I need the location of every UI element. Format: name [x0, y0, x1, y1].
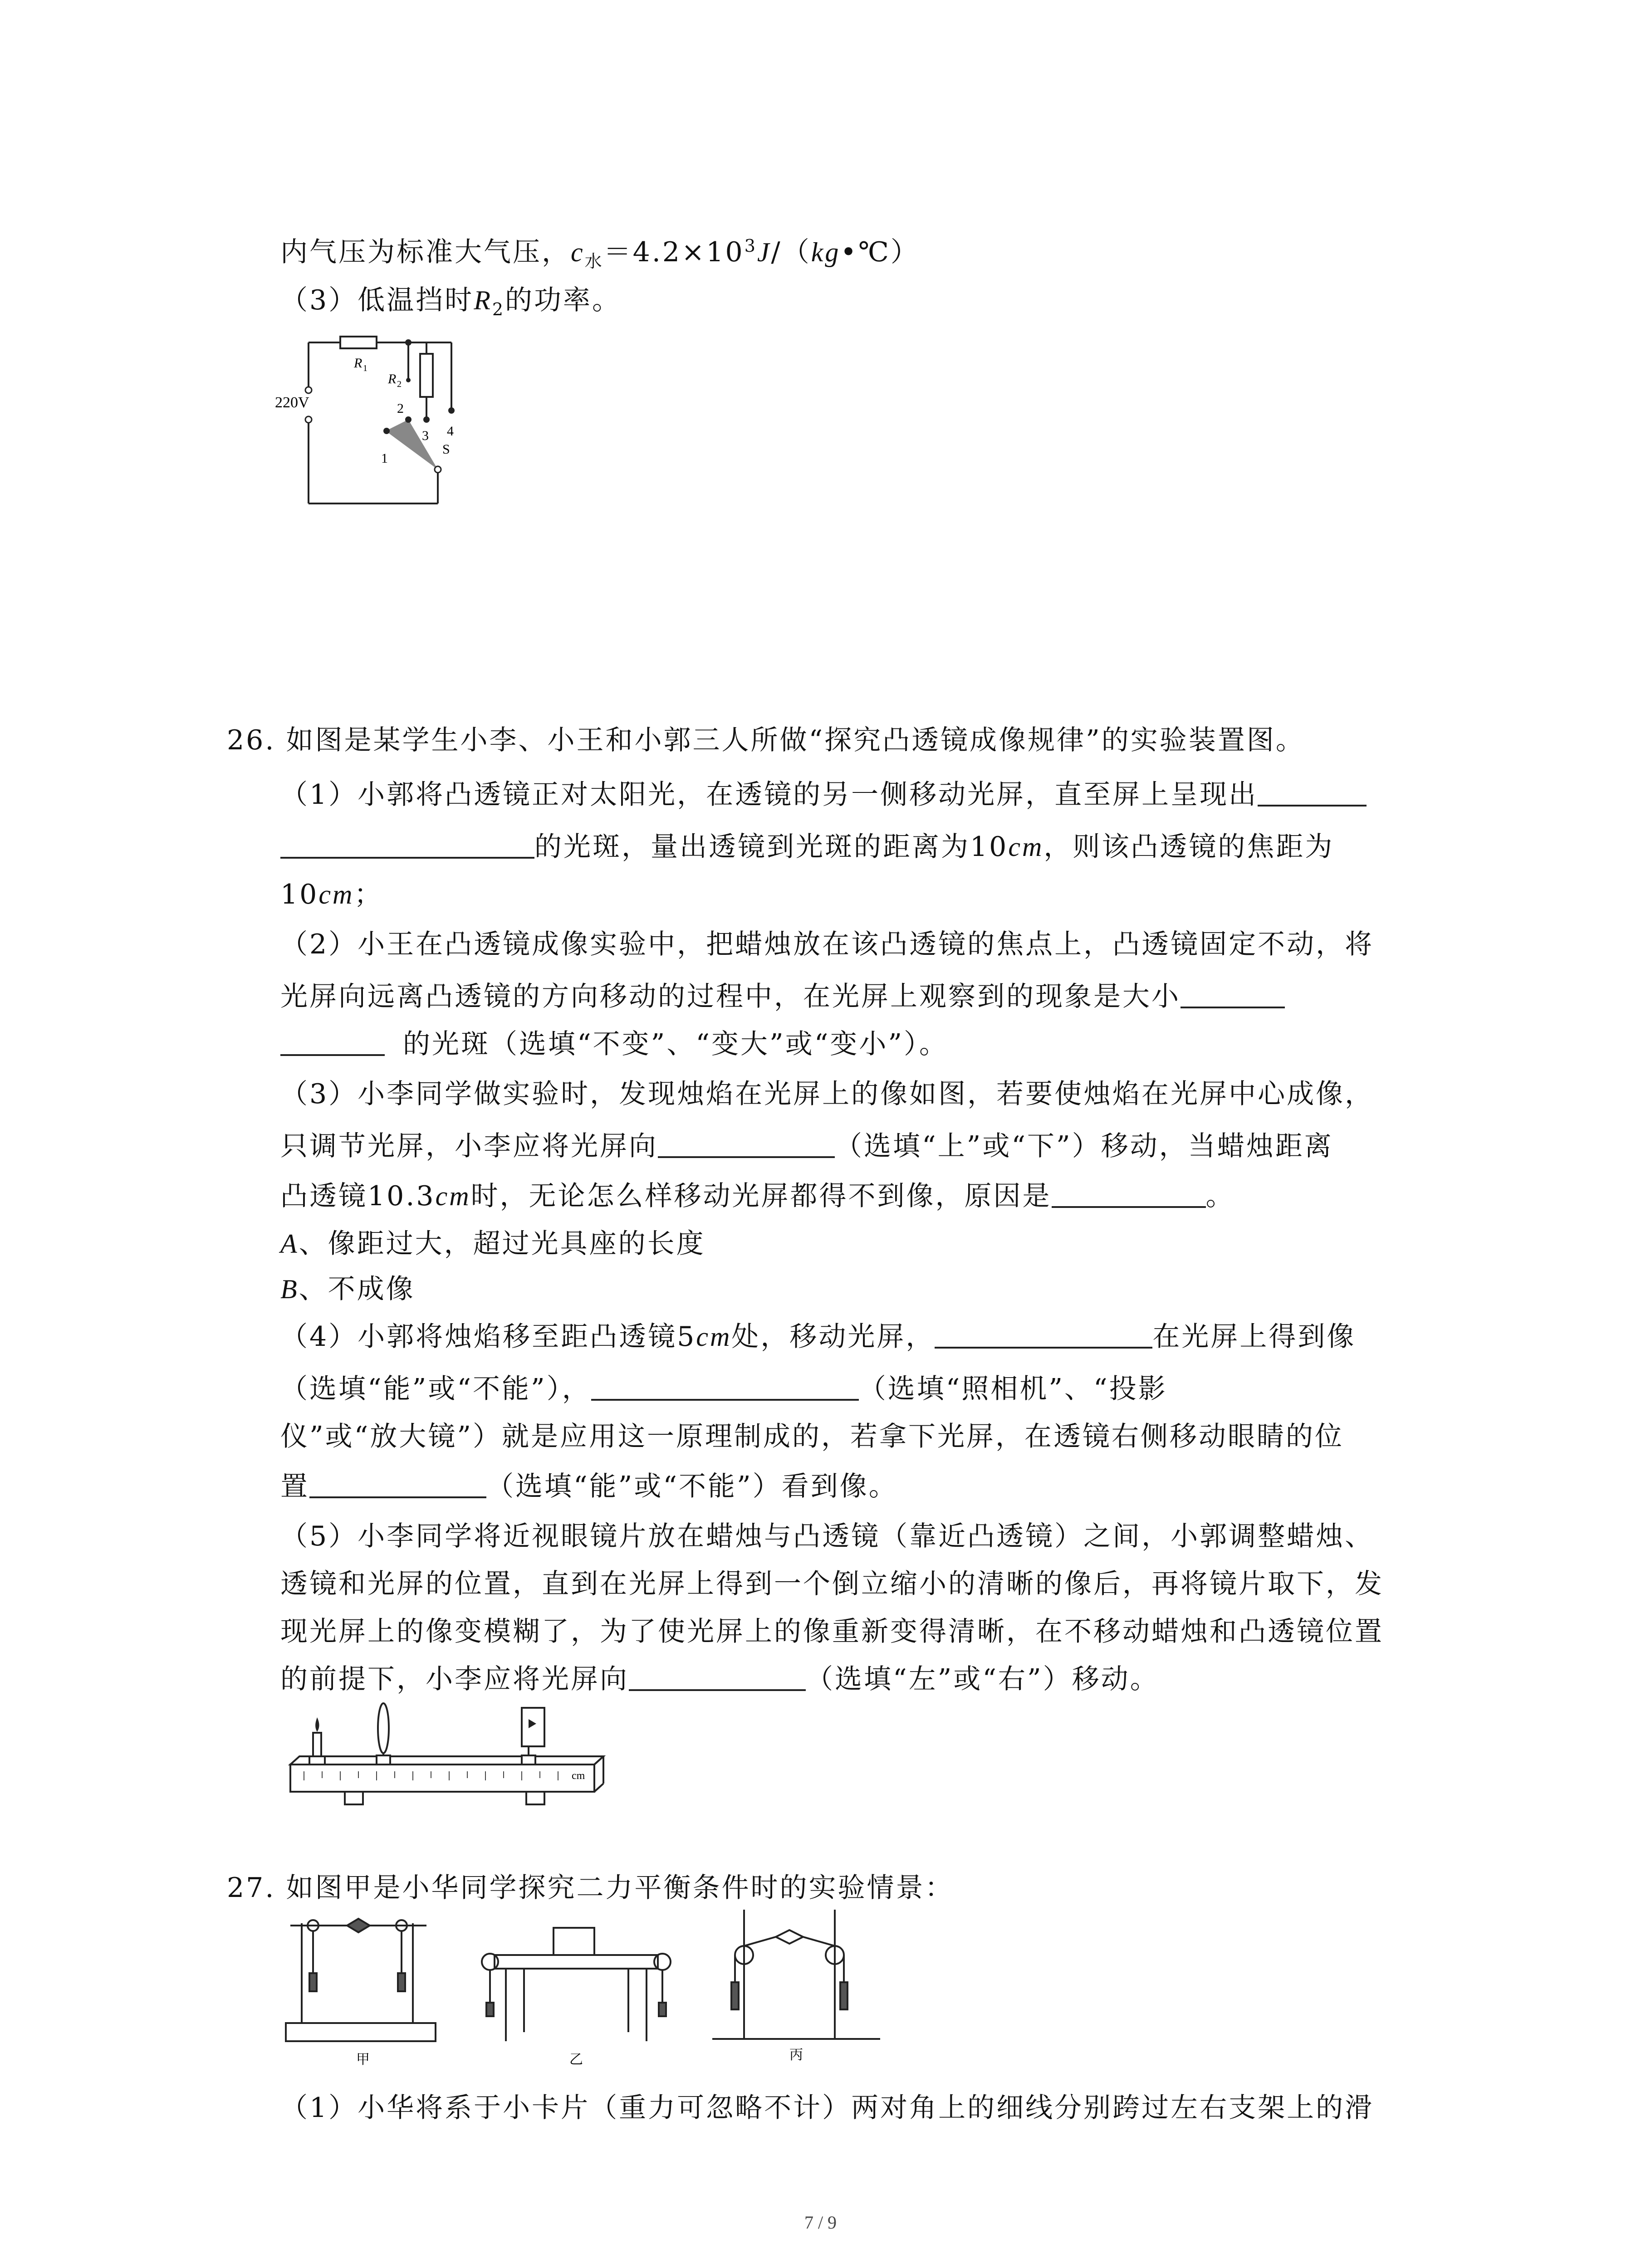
unit-cm: cm	[696, 1322, 732, 1352]
q26-p3-text2: （选填“上”或“下”）移动，当蜡烛距离	[835, 1130, 1333, 1162]
q26-p3-line2	[280, 1127, 1333, 1165]
label-jia: 甲	[356, 2052, 370, 2067]
focal-value: 10	[280, 879, 319, 910]
label-yi: 乙	[569, 2052, 583, 2067]
q26-p3-line1: （3）小李同学做实验时，发现烛焰在光屏上的像如图，若要使烛焰在光屏中心成像，	[280, 1078, 1374, 1110]
q27-stem: 27. 如图甲是小华同学探究二力平衡条件时的实验情景：	[227, 1872, 954, 1904]
q26-p1-text: （1）小郭将凸透镜正对太阳光，在透镜的另一侧移动光屏，直至屏上呈现出	[280, 779, 1258, 811]
r1-label: R	[354, 356, 362, 371]
option-b-text: 、不成像	[299, 1273, 415, 1305]
blank-3b[interactable]	[1052, 1178, 1206, 1208]
c-value: ＝4.2×10	[603, 236, 745, 268]
unit-cm: cm	[1008, 832, 1044, 862]
option-b-letter: B	[280, 1274, 299, 1304]
unit-j: J	[757, 237, 771, 267]
optical-bench-figure	[277, 1696, 612, 1833]
r1-sub: 1	[363, 363, 367, 373]
q26-p5-text: 的前提下，小李应将光屏向	[280, 1663, 629, 1695]
q26-p1-text2: 的光斑，量出透镜到光斑的距离为10	[534, 831, 1009, 863]
item3-post: 的功率。	[505, 284, 622, 316]
label-bing: 丙	[789, 2048, 803, 2063]
blank-3a[interactable]	[658, 1128, 835, 1158]
blank-4a[interactable]	[935, 1319, 1152, 1349]
q26-p4-text5: （选填“照相机”、“投影	[858, 1373, 1167, 1405]
punct: ；	[354, 879, 383, 910]
unit-cm: cm	[318, 880, 354, 909]
q26-p4-text3: 在光屏上得到像	[1152, 1321, 1356, 1353]
q25-continuation-line	[280, 227, 920, 280]
option-a	[280, 1225, 705, 1263]
option-b	[280, 1270, 415, 1308]
q26-p5-text2: （选填“左”或“右”）移动。	[806, 1663, 1159, 1695]
contact-1-label: 1	[381, 451, 388, 466]
q26-p1-line1	[280, 776, 1367, 814]
switch-label: S	[442, 442, 450, 457]
two-force-balance-figures	[277, 1905, 889, 2068]
option-a-text: 、像距过大，超过光具座的长度	[299, 1228, 705, 1260]
q26-p4-line1	[280, 1318, 1356, 1356]
q27-p1: （1）小华将系于小卡片（重力可忽略不计）两对角上的细线分别跨过左右支架上的滑	[280, 2092, 1374, 2124]
q26-p2-text: 光屏向远离凸透镜的方向移动的过程中，在光屏上观察到的现象是大小	[280, 981, 1181, 1012]
q26-p2-line2	[280, 978, 1285, 1016]
r2-label: R	[388, 371, 397, 386]
q26-p4-text: （4）小郭将烛焰移至距凸透镜5	[280, 1321, 696, 1353]
contact-4-label: 4	[447, 424, 454, 439]
punct: 。	[1205, 1180, 1235, 1212]
q26-p4-line2	[280, 1370, 1167, 1408]
page-number: 7 / 9	[804, 2212, 837, 2233]
circuit-diagram	[272, 327, 463, 513]
blank-2b[interactable]	[280, 1026, 385, 1056]
unit-kg: kg	[811, 237, 841, 267]
blank-5a[interactable]	[629, 1661, 806, 1691]
q26-p5-line4	[280, 1660, 1159, 1698]
q26-p4-text7: （选填“能”或“不能”）看到像。	[486, 1471, 898, 1502]
c-subscript: 水	[584, 251, 604, 271]
unit-cm: cm	[435, 1181, 471, 1211]
r-subscript: 2	[492, 299, 505, 319]
q26-p2-line3	[280, 1025, 948, 1063]
q26-p4-line3: 仪”或“放大镜”）就是应用这一原理制成的，若拿下光屏，在透镜右侧移动眼睛的位	[280, 1421, 1344, 1452]
q26-p3-text: 只调节光屏，小李应将光屏向	[280, 1130, 658, 1162]
blank-4c[interactable]	[309, 1468, 486, 1498]
c-symbol: c	[571, 237, 585, 267]
unit-text: /（	[771, 236, 811, 268]
q25-text: 内气压为标准大气压，	[280, 236, 571, 268]
blank-4b[interactable]	[591, 1371, 859, 1401]
q26-p4-line4	[280, 1467, 898, 1505]
q25-item-3	[280, 281, 621, 328]
q26-p5-line1: （5）小李同学将近视眼镜片放在蜡烛与凸透镜（靠近凸透镜）之间，小郭调整蜡烛、	[280, 1520, 1374, 1552]
q26-p1-text3: ，则该凸透镜的焦距为	[1043, 831, 1334, 863]
voltage-label: 220V	[275, 394, 309, 411]
blank-1a[interactable]	[1258, 777, 1367, 807]
q26-p2-line1: （2）小王在凸透镜成像实验中，把蜡烛放在该凸透镜的焦点上，凸透镜固定不动，将	[280, 929, 1374, 960]
item3-pre: （3）低温挡时	[280, 284, 474, 316]
q26-p1-line3	[280, 875, 383, 914]
q26-p4-text4: （选填“能”或“不能”），	[280, 1373, 591, 1405]
q26-p5-line3: 现光屏上的像变模糊了，为了使光屏上的像重新变得清晰，在不移动蜡烛和凸透镜位置	[280, 1616, 1384, 1647]
r2-sub: 2	[397, 379, 402, 389]
q26-p1-line2	[280, 828, 1334, 866]
q26-p3-text3: 凸透镜10.3	[280, 1180, 436, 1212]
q26-p3-text4: 时，无论怎么样移动光屏都得不到像，原因是	[470, 1180, 1052, 1212]
q26-p3-line3	[280, 1177, 1235, 1215]
q26-p4-text2: 处，移动光屏，	[731, 1321, 935, 1353]
c-exponent: 3	[744, 236, 757, 256]
contact-3-label: 3	[422, 428, 429, 443]
bench-unit-label: cm	[572, 1770, 585, 1782]
q26-p2-text2: 的光斑（选填“不变”、“变大”或“变小”）。	[403, 1028, 949, 1060]
blank-2a[interactable]	[1181, 978, 1285, 1008]
unit-text-2: •℃）	[840, 236, 920, 268]
q26-p5-line2: 透镜和光屏的位置，直到在光屏上得到一个倒立缩小的清晰的像后，再将镜片取下，发	[280, 1568, 1384, 1600]
q26-p4-text6: 置	[280, 1471, 309, 1502]
option-a-letter: A	[280, 1229, 299, 1259]
contact-2-label: 2	[397, 401, 404, 416]
blank-1b[interactable]	[280, 829, 534, 859]
q26-stem: 26. 如图是某学生小李、小王和小郭三人所做“探究凸透镜成像规律”的实验装置图。	[227, 724, 1305, 756]
r-symbol: R	[474, 285, 492, 315]
